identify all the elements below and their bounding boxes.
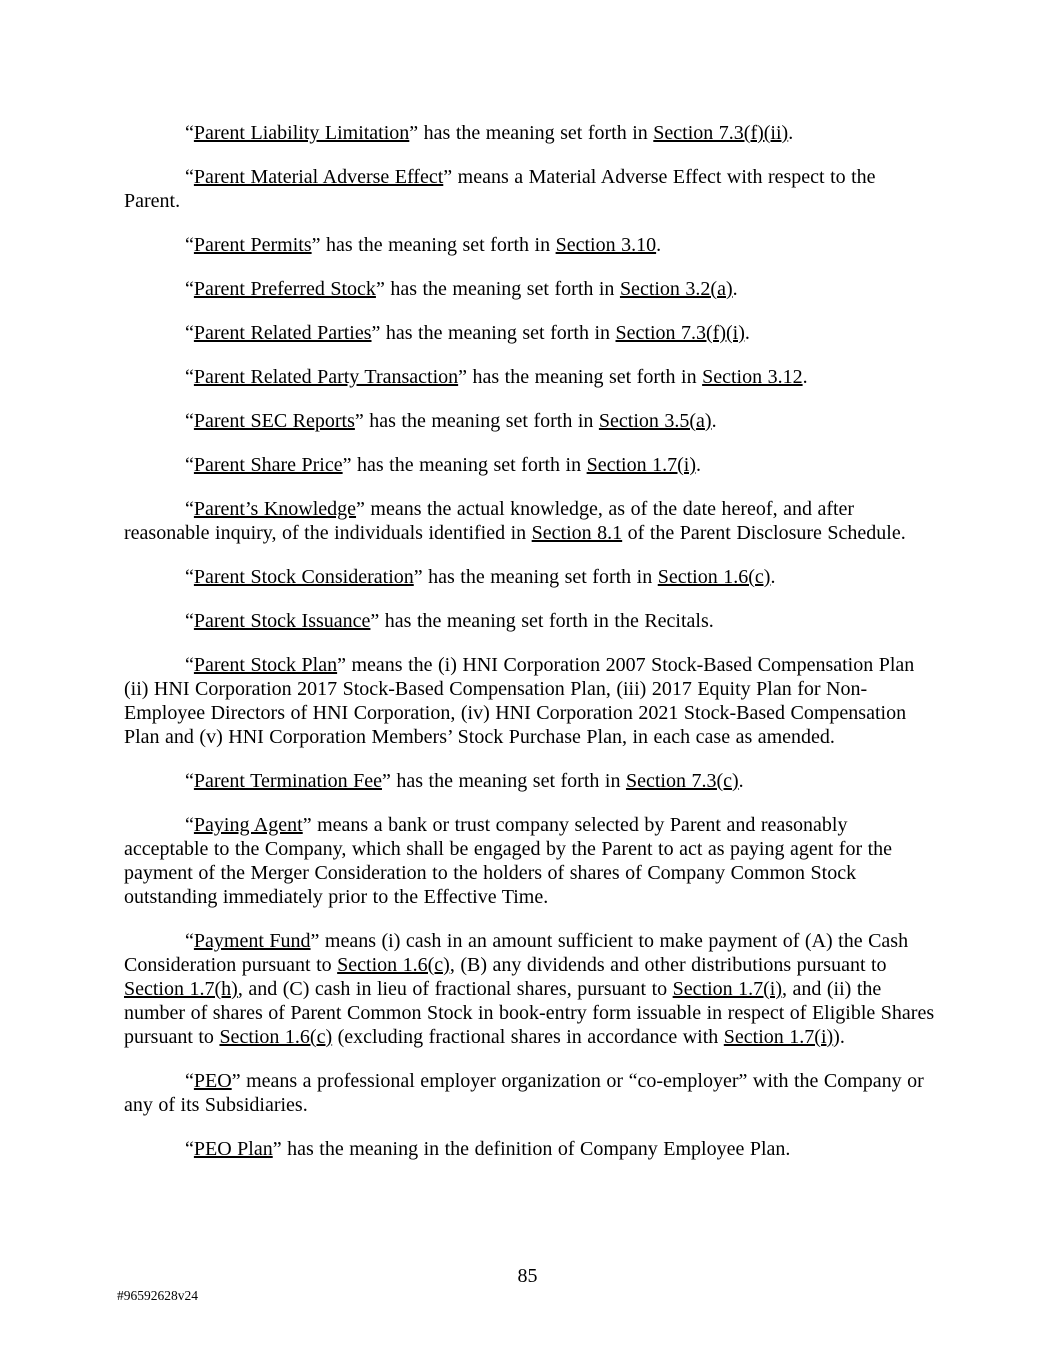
definition-paragraph	[124, 769, 936, 793]
section-reference: Section 7.3(f)(i)	[615, 322, 745, 344]
text-run: “	[185, 322, 194, 344]
defined-term: Parent Permits	[193, 234, 312, 256]
text-run: “	[185, 498, 194, 520]
definition-paragraph	[124, 121, 936, 145]
text-run: “	[185, 770, 194, 792]
section-reference: Section 8.1	[531, 522, 623, 544]
text-run: ).	[833, 1026, 845, 1048]
text-run: ” means a bank or trust company selected by Parent and reasonably acceptable to the Company, which shall be engaged by the Parent to act as paying agent for the payment of the Merger Consideration to the holders of shares of Company Common Stock outstanding immediately prior to the Effective Time.	[124, 814, 893, 908]
text-run: ” means a Material Adverse Effect with respect to the Parent.	[124, 166, 876, 212]
defined-term: PEO Plan	[193, 1138, 273, 1160]
text-run: “	[185, 654, 194, 676]
section-reference: Section 7.3(f)(ii)	[653, 122, 789, 144]
defined-term: Parent’s Knowledge	[193, 498, 357, 520]
text-run: ” has the meaning set forth in	[342, 454, 587, 476]
text-run: “	[185, 454, 194, 476]
section-reference: Section 1.6(c)	[219, 1026, 333, 1048]
defined-term: Parent Stock Consideration	[193, 566, 414, 588]
text-run: “	[185, 814, 194, 836]
defined-term: Parent Related Parties	[193, 322, 372, 344]
definition-paragraph	[124, 813, 936, 909]
text-run: “	[185, 122, 194, 144]
text-run: “	[185, 566, 194, 588]
text-run: “	[185, 930, 194, 952]
text-run: ” means the actual knowledge, as of the date hereof, and after reasonable inquiry, of the individuals identified in	[124, 498, 855, 544]
text-run: of the Parent Disclosure Schedule.	[622, 522, 906, 544]
text-run: ” has the meaning set forth in	[311, 234, 556, 256]
section-reference: Section 1.7(i)	[672, 978, 783, 1000]
definition-paragraph	[124, 565, 936, 589]
definition-paragraph	[124, 453, 936, 477]
text-run: ” has the meaning set forth in	[458, 366, 703, 388]
document-body	[124, 121, 936, 1181]
text-run: “	[185, 278, 194, 300]
defined-term: PEO	[193, 1070, 232, 1092]
text-run: ” has the meaning set forth in	[375, 278, 620, 300]
text-run: “	[185, 610, 194, 632]
defined-term: Parent Material Adverse Effect	[193, 166, 444, 188]
definition-paragraph	[124, 321, 936, 345]
definition-paragraph	[124, 165, 936, 213]
defined-term: Parent SEC Reports	[193, 410, 355, 432]
text-run: “	[185, 366, 194, 388]
section-reference: Section 1.6(c)	[337, 954, 450, 976]
text-run: , and (C) cash in lieu of fractional shares, pursuant to	[237, 978, 673, 1000]
text-run: “	[185, 410, 194, 432]
text-run: ” means the (i) HNI Corporation 2007 Stock-Based Compensation Plan (ii) HNI Corporation 2017 Stock-Based Compensation Plan, (iii) 2017 Equity Plan for Non-Employee Directors of HNI Corporation, (iv) HNI Corporation 2021 Stock-Based Compensation Plan and (v) HNI Corporation Members’ Stock Purchase Plan, in each case as amended.	[124, 654, 915, 748]
definition-paragraph	[124, 1137, 936, 1161]
defined-term: Parent Related Party Transaction	[193, 366, 459, 388]
defined-term: Parent Stock Plan	[193, 654, 338, 676]
definition-paragraph	[124, 277, 936, 301]
text-run: , and (ii) the number of shares of Parent Common Stock in book-entry form issuable in respect of Eligible Shares pursuant to	[124, 978, 935, 1048]
text-run: ” has the meaning set forth in	[354, 410, 599, 432]
definition-paragraph	[124, 497, 936, 545]
text-run: .	[711, 410, 717, 432]
defined-term: Parent Stock Issuance	[193, 610, 371, 632]
text-run: .	[738, 770, 744, 792]
definition-paragraph	[124, 365, 936, 389]
text-run: (excluding fractional shares in accordance with	[332, 1026, 724, 1048]
defined-term: Parent Termination Fee	[193, 770, 382, 792]
text-run: .	[732, 278, 738, 300]
text-run: .	[770, 566, 776, 588]
section-reference: Section 1.6(c)	[657, 566, 771, 588]
section-reference: Section 1.7(i)	[586, 454, 696, 476]
text-run: ” has the meaning set forth in	[371, 322, 616, 344]
text-run: ” means (i) cash in an amount sufficient to make payment of (A) the Cash Consideration pursuant to	[124, 930, 909, 976]
definition-paragraph	[124, 1069, 936, 1117]
page-number: 85	[517, 1265, 538, 1287]
defined-term: Parent Share Price	[193, 454, 343, 476]
definition-paragraph	[124, 929, 936, 1049]
text-run: ” has the meaning set forth in	[413, 566, 658, 588]
section-reference: Section 3.10	[555, 234, 657, 256]
text-run: .	[656, 234, 662, 256]
section-reference: Section 1.7(i)	[723, 1026, 834, 1048]
definition-paragraph	[124, 409, 936, 433]
section-reference: Section 1.7(h)	[124, 978, 238, 1000]
text-run: .	[744, 322, 750, 344]
text-run: ” has the meaning set forth in the Recitals.	[370, 610, 714, 632]
text-run: “	[185, 1138, 194, 1160]
definition-paragraph	[124, 653, 936, 749]
definition-paragraph	[124, 609, 936, 633]
section-reference: Section 3.2(a)	[619, 278, 733, 300]
text-run: ” means a professional employer organization or “co-employer” with the Company or any of its Subsidiaries.	[124, 1070, 924, 1116]
text-run: “	[185, 234, 194, 256]
section-reference: Section 3.12	[702, 366, 803, 388]
defined-term: Payment Fund	[193, 930, 311, 952]
defined-term: Parent Preferred Stock	[193, 278, 376, 300]
text-run: , (B) any dividends and other distributions pursuant to	[449, 954, 887, 976]
text-run: ” has the meaning in the definition of Company Employee Plan.	[272, 1138, 791, 1160]
definition-paragraph	[124, 233, 936, 257]
text-run: “	[185, 1070, 194, 1092]
text-run: ” has the meaning set forth in	[409, 122, 654, 144]
defined-term: Paying Agent	[193, 814, 303, 836]
defined-term: Parent Liability Limitation	[193, 122, 410, 144]
text-run: .	[696, 454, 701, 476]
document-id-stamp: #96592628v24	[117, 1288, 198, 1303]
section-reference: Section 7.3(c)	[625, 770, 739, 792]
text-run: “	[185, 166, 194, 188]
section-reference: Section 3.5(a)	[598, 410, 712, 432]
text-run: ” has the meaning set forth in	[381, 770, 626, 792]
text-run: .	[802, 366, 808, 388]
text-run: .	[788, 122, 794, 144]
